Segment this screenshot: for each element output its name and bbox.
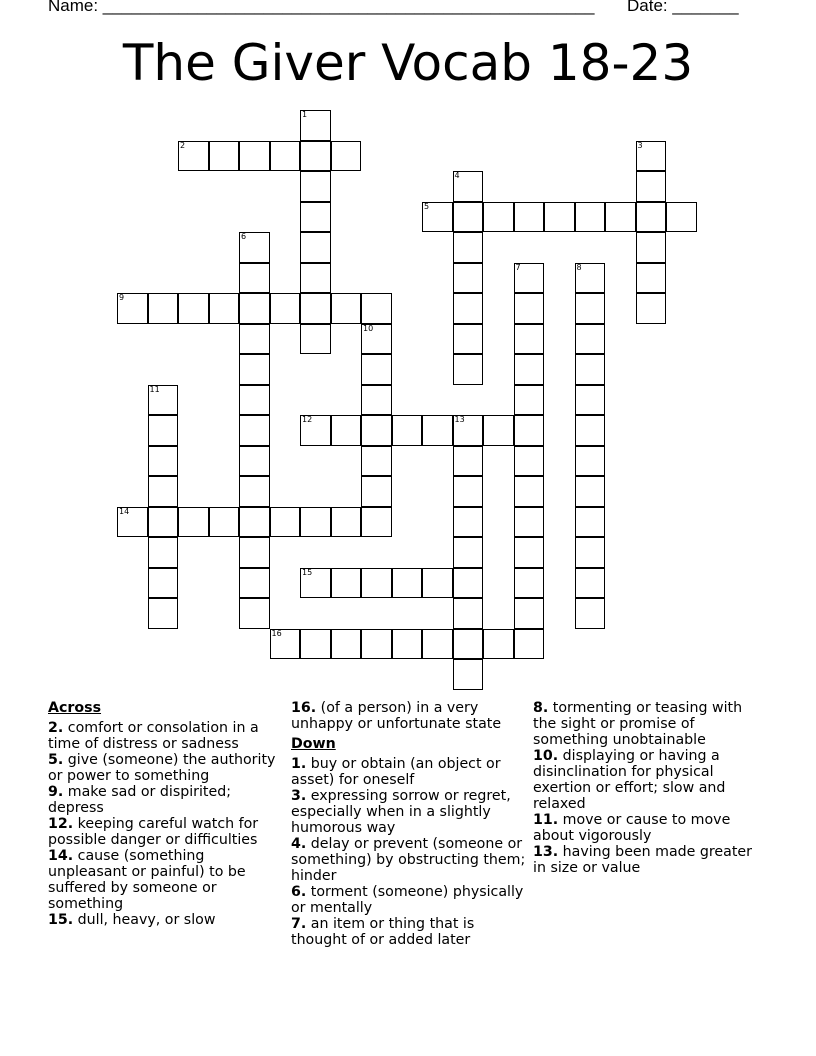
crossword-cell[interactable] bbox=[575, 476, 606, 507]
crossword-cell[interactable] bbox=[544, 202, 575, 233]
crossword-cell[interactable] bbox=[300, 202, 331, 233]
crossword-cell[interactable] bbox=[422, 629, 453, 660]
crossword-cell[interactable] bbox=[453, 507, 484, 538]
crossword-cell[interactable] bbox=[392, 415, 423, 446]
crossword-cell[interactable] bbox=[361, 385, 392, 416]
clue-down-4: 4. delay or prevent (someone or something) by obstructing them; hinder bbox=[291, 836, 526, 884]
crossword-cell[interactable] bbox=[361, 568, 392, 599]
clue-number: 10 bbox=[363, 323, 374, 333]
crossword-cell[interactable] bbox=[453, 446, 484, 477]
clue-column-1 bbox=[48, 700, 284, 928]
crossword-cell[interactable] bbox=[239, 537, 270, 568]
crossword-cell[interactable] bbox=[575, 598, 606, 629]
crossword-cell[interactable] bbox=[178, 141, 209, 172]
crossword-cell[interactable] bbox=[514, 385, 545, 416]
crossword-cell[interactable] bbox=[239, 232, 270, 263]
clue-number: 9 bbox=[119, 293, 125, 302]
crossword-cell[interactable] bbox=[453, 629, 484, 660]
clue-number: 1 bbox=[302, 110, 308, 119]
clue-down-6: 6. torment (someone) physically or mentally bbox=[291, 884, 524, 916]
crossword-cell[interactable] bbox=[331, 507, 362, 538]
crossword-cell[interactable] bbox=[148, 293, 179, 324]
crossword-cell[interactable] bbox=[361, 324, 392, 355]
crossword-cell[interactable] bbox=[331, 141, 362, 172]
clue-across-2: 2. comfort or consolation in a time of distress or sadness bbox=[48, 720, 259, 752]
crossword-cell[interactable] bbox=[514, 415, 545, 446]
date-line: Date: _______ bbox=[627, 0, 739, 15]
page-title: The Giver Vocab 18-23 bbox=[122, 34, 694, 92]
crossword-cell[interactable] bbox=[514, 293, 545, 324]
crossword-cell[interactable] bbox=[453, 263, 484, 294]
crossword-cell[interactable] bbox=[300, 324, 331, 355]
clue-down-11: 11. move or cause to move about vigorously bbox=[533, 812, 731, 844]
clue-down-7: 7. an item or thing that is thought of or added later bbox=[291, 916, 475, 948]
clue-down-10: 10. displaying or having a disinclination for physical exertion or effort; slow and relaxed bbox=[533, 748, 726, 812]
clue-number: 3 bbox=[637, 140, 643, 150]
crossword-cell[interactable] bbox=[148, 385, 179, 416]
crossword-cell[interactable] bbox=[453, 598, 484, 629]
crossword-cell[interactable] bbox=[636, 232, 667, 263]
crossword-cell[interactable] bbox=[300, 293, 331, 324]
clue-down-13: 13. having been made greater in size or value bbox=[533, 844, 752, 876]
clue-number: 16 bbox=[271, 628, 282, 638]
crossword-cell[interactable] bbox=[361, 354, 392, 385]
crossword-cell[interactable] bbox=[331, 629, 362, 660]
down-heading: Down bbox=[291, 736, 336, 752]
crossword-cell[interactable] bbox=[239, 293, 270, 324]
crossword-cell[interactable] bbox=[422, 415, 453, 446]
crossword-cell[interactable] bbox=[453, 232, 484, 263]
crossword-cell[interactable] bbox=[178, 507, 209, 538]
crossword-cell[interactable] bbox=[636, 171, 667, 202]
crossword-cell[interactable] bbox=[300, 263, 331, 294]
crossword-cell[interactable] bbox=[239, 385, 270, 416]
crossword-cell[interactable] bbox=[453, 476, 484, 507]
crossword-cell[interactable] bbox=[209, 141, 240, 172]
crossword-cell[interactable] bbox=[300, 629, 331, 660]
crossword-cell[interactable] bbox=[453, 354, 484, 385]
crossword-cell[interactable] bbox=[300, 507, 331, 538]
crossword-cell[interactable] bbox=[575, 263, 606, 294]
crossword-cell[interactable] bbox=[636, 293, 667, 324]
crossword-cell[interactable] bbox=[575, 507, 606, 538]
clue-number: 12 bbox=[302, 415, 313, 424]
crossword-cell[interactable] bbox=[636, 141, 667, 172]
crossword-cell[interactable] bbox=[209, 507, 240, 538]
crossword-cell[interactable] bbox=[575, 354, 606, 385]
crossword-cell[interactable] bbox=[514, 263, 545, 294]
clue-column-3 bbox=[533, 700, 769, 876]
crossword-cell[interactable] bbox=[514, 568, 545, 599]
crossword-cell[interactable] bbox=[453, 537, 484, 568]
clue-number: 5 bbox=[424, 201, 430, 211]
clue-across-15: 15. dull, heavy, or slow bbox=[48, 912, 216, 928]
crossword-cell[interactable] bbox=[148, 446, 179, 477]
crossword-cell[interactable] bbox=[270, 293, 301, 324]
crossword-cell[interactable] bbox=[636, 263, 667, 294]
crossword-cell[interactable] bbox=[453, 202, 484, 233]
crossword-cell[interactable] bbox=[300, 568, 331, 599]
crossword-cell[interactable] bbox=[605, 202, 636, 233]
crossword-cell[interactable] bbox=[148, 476, 179, 507]
crossword-cell[interactable] bbox=[514, 476, 545, 507]
crossword-cell[interactable] bbox=[178, 293, 209, 324]
crossword-cell[interactable] bbox=[483, 629, 514, 660]
crossword-cell[interactable] bbox=[117, 293, 148, 324]
crossword-cell[interactable] bbox=[300, 232, 331, 263]
clue-number: 11 bbox=[149, 384, 160, 394]
crossword-cell[interactable] bbox=[453, 324, 484, 355]
name-line: Name: ____________________________________________________ bbox=[48, 0, 595, 15]
crossword-cell[interactable] bbox=[270, 507, 301, 538]
crossword-cell[interactable] bbox=[575, 415, 606, 446]
crossword-cell[interactable] bbox=[575, 324, 606, 355]
crossword-cell[interactable] bbox=[148, 415, 179, 446]
crossword-cell[interactable] bbox=[270, 629, 301, 660]
crossword-cell[interactable] bbox=[300, 415, 331, 446]
clue-across-16: 16. (of a person) in a very unhappy or unfortunate state bbox=[291, 700, 502, 732]
crossword-cell[interactable] bbox=[575, 385, 606, 416]
crossword-cell[interactable] bbox=[666, 202, 697, 233]
crossword-cell[interactable] bbox=[361, 507, 392, 538]
crossword-cell[interactable] bbox=[117, 507, 148, 538]
clue-number: 15 bbox=[302, 567, 313, 577]
clue-across-12: 12. keeping careful watch for possible danger or difficulties bbox=[48, 816, 259, 848]
crossword-cell[interactable] bbox=[300, 110, 331, 141]
crossword-cell[interactable] bbox=[239, 507, 270, 538]
crossword-cell[interactable] bbox=[575, 537, 606, 568]
clue-across-14: 14. cause (something unpleasant or painful) to be suffered by someone or something bbox=[48, 848, 246, 912]
crossword-cell[interactable] bbox=[239, 415, 270, 446]
crossword-cell[interactable] bbox=[453, 568, 484, 599]
clue-down-1: 1. buy or obtain (an object or asset) for oneself bbox=[291, 756, 501, 788]
clue-across-5: 5. give (someone) the authority or power to something bbox=[48, 752, 276, 784]
crossword-cell[interactable] bbox=[300, 171, 331, 202]
crossword-cell[interactable] bbox=[575, 293, 606, 324]
crossword-cell[interactable] bbox=[453, 415, 484, 446]
crossword-cell[interactable] bbox=[239, 141, 270, 172]
crossword-cell[interactable] bbox=[331, 568, 362, 599]
clue-down-3: 3. expressing sorrow or regret, especially when in a slightly humorous way bbox=[291, 788, 511, 836]
crossword-cell[interactable] bbox=[148, 598, 179, 629]
clue-number: 2 bbox=[180, 140, 186, 150]
crossword-cell[interactable] bbox=[239, 476, 270, 507]
crossword-cell[interactable] bbox=[148, 507, 179, 538]
crossword-cell[interactable] bbox=[514, 202, 545, 233]
crossword-cell[interactable] bbox=[331, 293, 362, 324]
crossword-cell[interactable] bbox=[148, 537, 179, 568]
clue-number: 7 bbox=[515, 262, 521, 272]
crossword-cell[interactable] bbox=[392, 629, 423, 660]
crossword-cell[interactable] bbox=[575, 568, 606, 599]
crossword-cell[interactable] bbox=[422, 568, 453, 599]
clue-number: 14 bbox=[119, 506, 130, 516]
crossword-cell[interactable] bbox=[239, 354, 270, 385]
crossword-cell[interactable] bbox=[239, 598, 270, 629]
crossword-cell[interactable] bbox=[453, 171, 484, 202]
crossword-cell[interactable] bbox=[209, 293, 240, 324]
crossword-cell[interactable] bbox=[514, 537, 545, 568]
crossword-cell[interactable] bbox=[514, 598, 545, 629]
across-heading: Across bbox=[48, 700, 102, 716]
clue-number: 6 bbox=[241, 232, 247, 241]
crossword-cell[interactable] bbox=[331, 415, 362, 446]
crossword-cell[interactable] bbox=[361, 415, 392, 446]
crossword-cell[interactable] bbox=[575, 202, 606, 233]
crossword-cell[interactable] bbox=[453, 293, 484, 324]
clue-down-8: 8. tormenting or teasing with the sight or promise of something unobtainable bbox=[533, 700, 743, 748]
crossword-cell[interactable] bbox=[514, 324, 545, 355]
crossword-cell[interactable] bbox=[239, 263, 270, 294]
crossword-cell[interactable] bbox=[575, 446, 606, 477]
crossword-cell[interactable] bbox=[514, 446, 545, 477]
clue-number: 4 bbox=[454, 171, 460, 180]
crossword-cell[interactable] bbox=[483, 202, 514, 233]
crossword-cell[interactable] bbox=[361, 476, 392, 507]
crossword-cell[interactable] bbox=[422, 202, 453, 233]
crossword-cell[interactable] bbox=[514, 507, 545, 538]
crossword-cell[interactable] bbox=[239, 568, 270, 599]
crossword-cell[interactable] bbox=[514, 629, 545, 660]
clue-number: 8 bbox=[576, 262, 582, 272]
clue-number: 13 bbox=[454, 415, 465, 424]
crossword-cell[interactable] bbox=[239, 324, 270, 355]
crossword-cell[interactable] bbox=[300, 141, 331, 172]
crossword-cell[interactable] bbox=[483, 415, 514, 446]
crossword-cell[interactable] bbox=[239, 446, 270, 477]
crossword-cell[interactable] bbox=[636, 202, 667, 233]
clue-column-2 bbox=[291, 700, 527, 948]
crossword-cell[interactable] bbox=[392, 568, 423, 599]
crossword-cell[interactable] bbox=[514, 354, 545, 385]
crossword-cell[interactable] bbox=[453, 659, 484, 690]
crossword-cell[interactable] bbox=[361, 293, 392, 324]
crossword-cell[interactable] bbox=[361, 629, 392, 660]
crossword-cell[interactable] bbox=[361, 446, 392, 477]
crossword-cell[interactable] bbox=[270, 141, 301, 172]
crossword-cell[interactable] bbox=[148, 568, 179, 599]
clue-across-9: 9. make sad or dispirited; depress bbox=[48, 784, 232, 816]
